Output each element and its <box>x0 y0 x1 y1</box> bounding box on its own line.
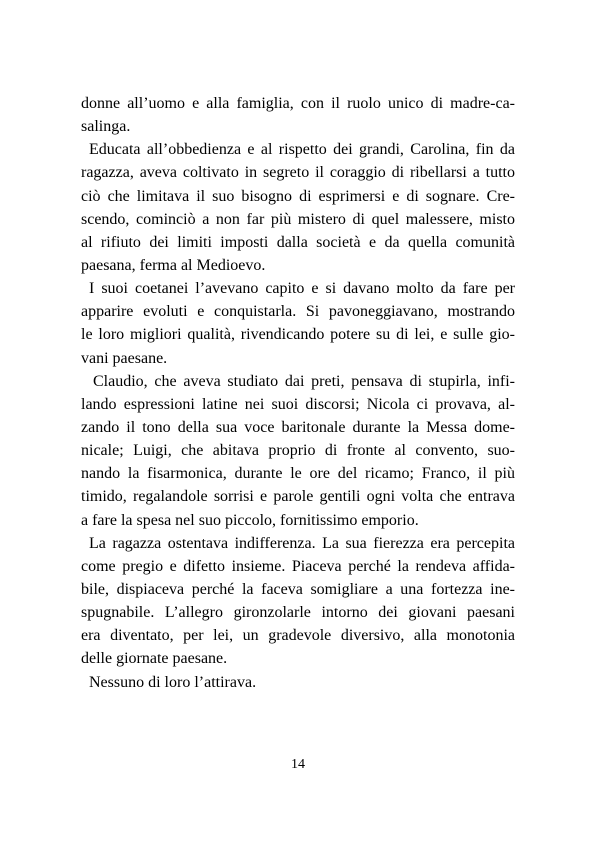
text-line: lando espressioni latine nei suoi discorsi; Nicola ci provava, al- <box>81 395 515 413</box>
text-line: vani paesane. <box>81 349 168 367</box>
text-line: delle giornate paesane. <box>81 650 228 668</box>
text-line: Claudio, che aveva studiato dai preti, pensava di stupirla, infi- <box>93 372 515 390</box>
text-line: le loro migliori qualità, rivendicando potere su di lei, e sulle gio- <box>81 326 515 344</box>
text-line: timido, regalandole sorrisi e parole gentili ogni volta che entrava <box>81 488 515 506</box>
text-line: bile, dispiaceva perché la faceva somigliare a una fortezza ine- <box>81 580 515 598</box>
body-text <box>81 92 515 694</box>
text-line: nando la fisarmonica, durante le ore del ricamo; Franco, il più <box>81 465 515 483</box>
text-line: apparire evoluti e conquistarla. Si pavoneggiavano, mostrando <box>81 303 515 321</box>
text-line: La ragazza ostentava indifferenza. La sua fierezza era percepita <box>89 534 515 552</box>
text-line: al rifiuto dei limiti imposti dalla società e da quella comunità <box>81 233 515 251</box>
text-line: I suoi coetanei l’avevano capito e si davano molto da fare per <box>89 280 515 298</box>
text-line: salinga. <box>81 118 131 136</box>
text-line: ciò che limitava il suo bisogno di esprimersi e di sognare. Cre- <box>81 187 515 205</box>
text-line: a fare la spesa nel suo piccolo, fornitissimo emporio. <box>81 511 419 529</box>
text-line: come pregio e difetto insieme. Piaceva perché la rendeva affida- <box>81 557 515 575</box>
text-line: paesana, ferma al Medioevo. <box>81 256 266 274</box>
text-line: zando il tono della sua voce baritonale durante la Messa dome- <box>81 418 515 436</box>
text-line: nicale; Luigi, che abitava proprio di fronte al convento, suo- <box>81 442 515 460</box>
text-line: Nessuno di loro l’attirava. <box>89 673 257 691</box>
text-line: spugnabile. L’allegro gironzolarle intorno dei giovani paesani <box>81 604 515 622</box>
text-line: scendo, cominciò a non far più mistero di quel malessere, misto <box>81 210 515 228</box>
page-number: 14 <box>291 757 305 772</box>
text-line: era diventato, per lei, un gradevole diversivo, alla monotonia <box>81 627 515 645</box>
text-line: donne all’uomo e alla famiglia, con il ruolo unico di madre-ca- <box>81 95 515 112</box>
text-line: ragazza, aveva coltivato in segreto il coraggio di ribellarsi a tutto <box>81 164 515 182</box>
text-line: Educata all’obbedienza e al rispetto dei grandi, Carolina, fin da <box>89 141 515 159</box>
